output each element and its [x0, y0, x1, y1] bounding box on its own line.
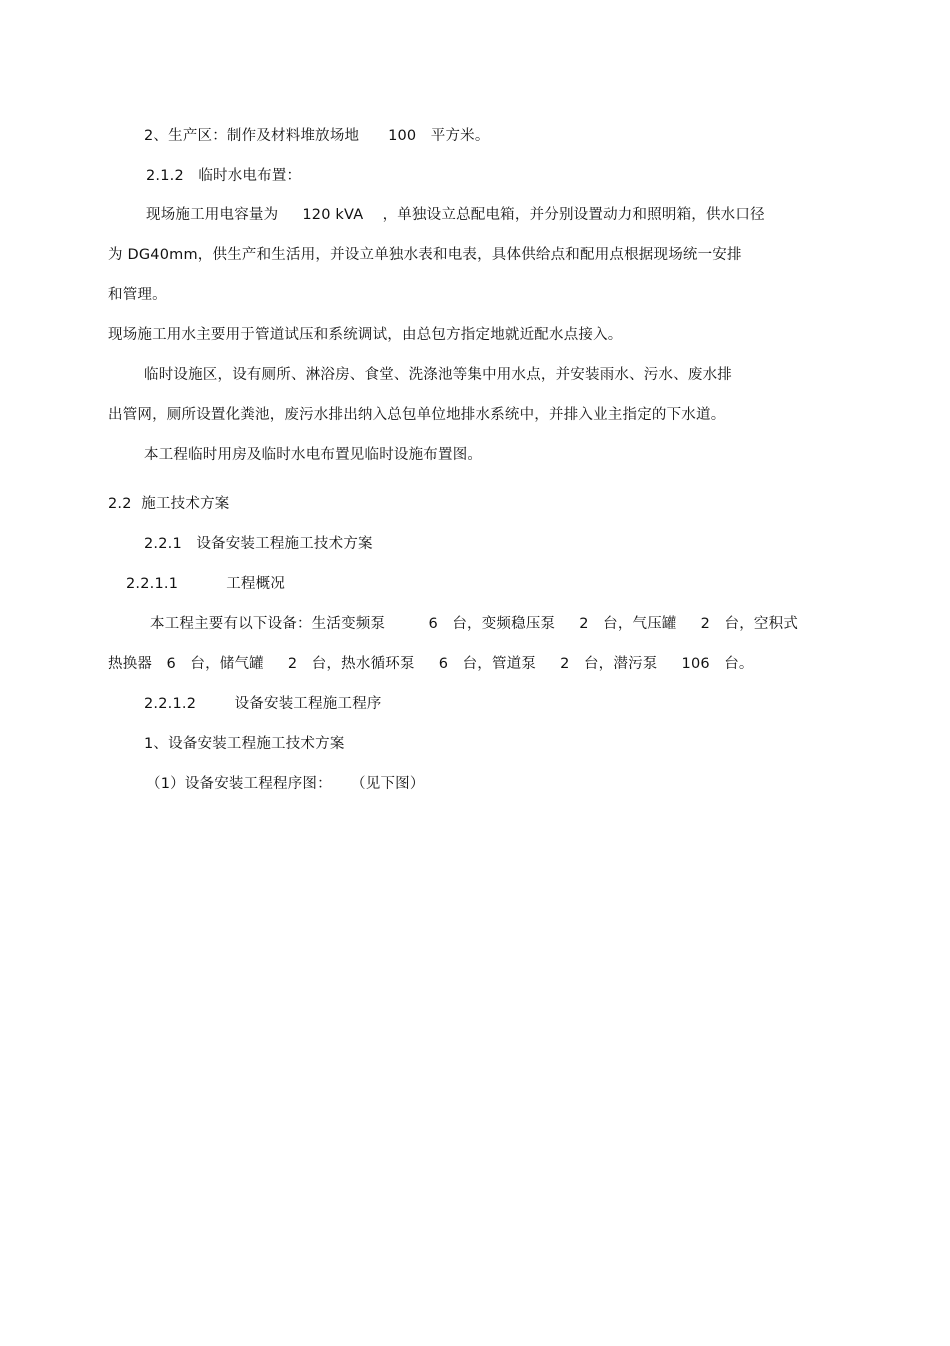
para-layout-reference: 本工程临时用房及临时水电布置见临时设施布置图。: [144, 447, 483, 463]
item-1-install-plan: 1、设备安装工程施工技术方案: [144, 736, 345, 752]
heading-2-2-1-2: 2.2.1.2 设备安装工程施工程序: [144, 696, 382, 712]
para-production-area: 2、生产区：制作及材料堆放场地 100 平方米。: [144, 128, 490, 144]
para-facilities-line-2: 出管网，厕所设置化粪池，废污水排出纳入总包单位地排水系统中，并排入业主指定的下水道。: [108, 407, 726, 423]
para-facilities-line-1: 临时设施区，设有厕所、淋浴房、食堂、洗涤池等集中用水点，并安装雨水、污水、废水排: [144, 367, 732, 383]
heading-2-2-1-1: 2.2.1.1 工程概况: [126, 576, 286, 592]
heading-2-2: 2.2 施工技术方案: [108, 496, 230, 512]
para-power-line-1: 现场施工用电容量为 120 kVA ，单独设立总配电箱，并分别设置动力和照明箱，供水口径: [146, 207, 765, 223]
heading-2-2-1: 2.2.1 设备安装工程施工技术方案: [144, 536, 373, 552]
para-water-use: 现场施工用水主要用于管道试压和系统调试，由总包方指定地就近配水点接入。: [108, 327, 623, 343]
para-power-line-3: 和管理。: [108, 287, 167, 303]
para-equipment-line-2: 热换器 6 台，储气罐 2 台，热水循环泵 6 台，管道泵 2 台，潜污泵 106 台。: [108, 656, 754, 672]
heading-2-1-2: 2.1.2 临时水电布置：: [146, 168, 302, 184]
para-equipment-line-1: 本工程主要有以下设备：生活变频泵 6 台，变频稳压泵 2 台，气压罐 2 台，空积式: [150, 616, 799, 632]
item-1-1-program-diagram: （1）设备安装工程程序图： （见下图）: [146, 776, 425, 792]
para-power-line-2: 为 DG40mm，供生产和生活用，并设立单独水表和电表，具体供给点和配用点根据现场统一安排: [108, 247, 742, 263]
